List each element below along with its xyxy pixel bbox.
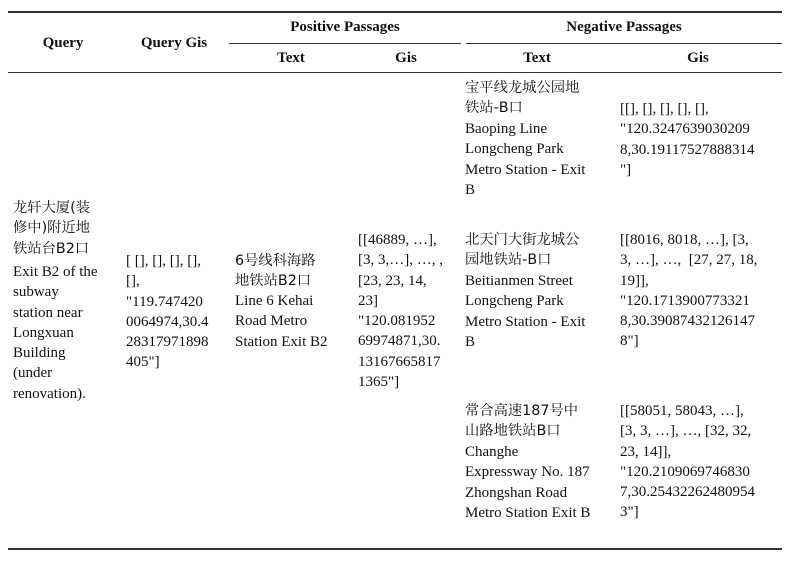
top-rule [8,11,782,13]
negative-1-text-zh: 宝平线龙城公园地 铁站-B口 [465,80,580,117]
header-negative-passages: Negative Passages [566,19,682,35]
negative-2-text-en: Beitianmen Street Longcheng Park Metro Station - Exit B [465,273,586,350]
negative-3-gis: [[58051, 58043, …], [3, 3, …], …, [32, 32, 23, 14]], "120.2109069746830 7,30.25432262480954 3"] [620,403,755,521]
query-gis: [ [], [], [], [], [], "119.747420 0064974,30.4 28317971898 405"] [126,253,209,371]
header-query: Query [42,35,84,51]
positive-text-en: Line 6 Kehai Road Metro Station Exit B2 [235,293,328,350]
query-text-zh: 龙轩大厦(装 修中)附近地 铁站台B2口 [13,200,91,257]
header-rule [8,72,782,73]
positive-text-zh: 6号线科海路 地铁站B2口 [235,253,316,290]
negative-3-text-en: Changhe Expressway No. 187 Zhongshan Road Metro Station Exit B [465,444,591,521]
header-positive-passages: Positive Passages [290,19,400,35]
header-negative-text: Text [523,50,551,66]
header-positive-text: Text [277,50,305,66]
bottom-rule [8,548,782,550]
negative-subrule [466,43,782,44]
negative-1-text-en: Baoping Line Longcheng Park Metro Station - Exit B [465,121,586,198]
positive-gis: [[46889, …], [3, 3,…], …, , [23, 23, 14, 23] "120.081952 69974871,30. 13167665817 1365"] [358,232,443,391]
negative-1-gis: [[], [], [], [], [], "120.3247639030209 8,30.19117527888314 "] [620,101,755,178]
header-query-gis: Query Gis [140,35,208,51]
negative-2-gis: [[8016, 8018, …], [3, 3, …], …, [27, 27, 18, 19]], "120.1713900773321 8,30.39087432126147 8"] [620,232,758,350]
positive-subrule [229,43,461,44]
header-negative-gis: Gis [687,50,709,66]
negative-2-text-zh: 北天门大街龙城公 园地铁站-B口 [465,232,580,269]
query-text-en: Exit B2 of the subway station near Longxuan Building (under renovation). [13,264,98,402]
header-positive-gis: Gis [395,50,417,66]
negative-3-text-zh: 常合高速187号中 山路地铁站B口 [465,403,579,440]
